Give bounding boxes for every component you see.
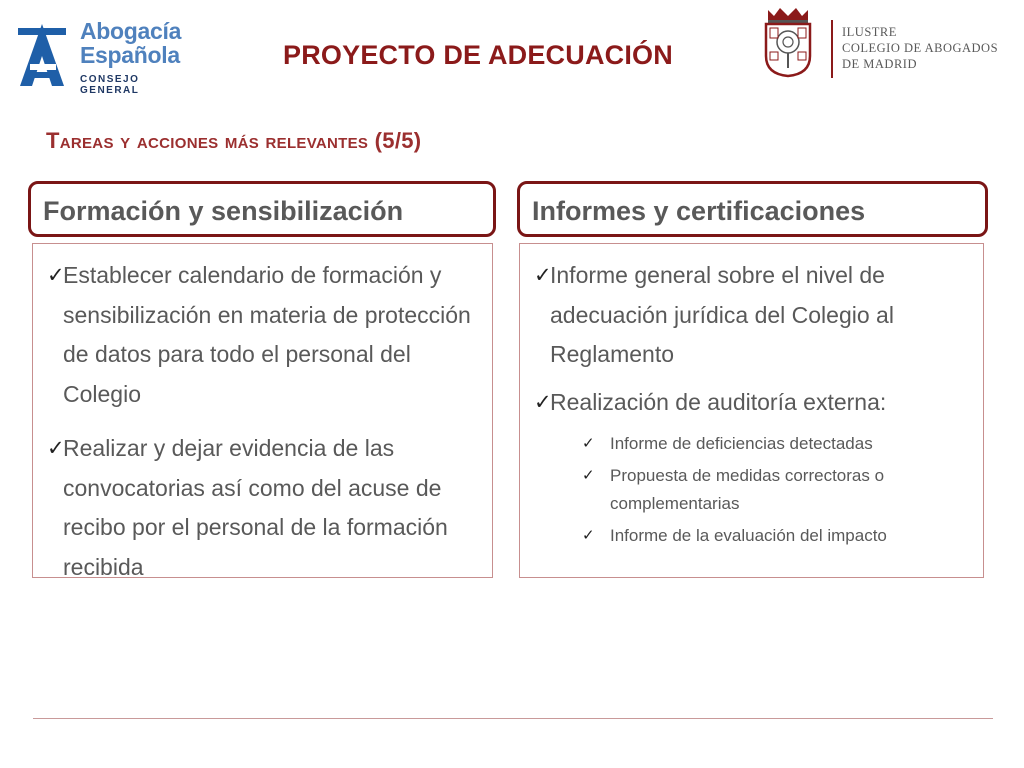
left-column-header: Formación y sensibilización (28, 181, 496, 237)
sub-list-item-text: Propuesta de medidas correctoras o complementarias (610, 466, 885, 513)
brand-right-line3: DE MADRID (842, 57, 917, 71)
check-icon: ✓ (534, 390, 552, 414)
page-title: PROYECTO DE ADECUACIÓN (283, 40, 673, 70)
check-icon: ✓ (47, 437, 65, 460)
list-item-text: Informe general sobre el nivel de adecuación jurídica del Colegio al Reglamento (550, 262, 894, 367)
abogacia-logo-icon (16, 22, 68, 88)
right-column-header: Informes y certificaciones (517, 181, 988, 237)
logo-divider (831, 20, 833, 78)
check-icon: ✓ (582, 435, 595, 452)
check-icon: ✓ (534, 264, 552, 287)
list-item (534, 383, 973, 423)
colegio-abogados-madrid-logo (758, 6, 1020, 78)
section-subtitle: Tareas y acciones más relevantes (5/5) (46, 128, 422, 153)
sub-list-item (534, 522, 973, 550)
brand-right-line1: ILUSTRE (842, 25, 897, 39)
brand-right-line2: COLEGIO DE ABOGADOS (842, 41, 999, 55)
list-item-text: Realización de auditoría externa: (550, 388, 887, 415)
sub-list-item (534, 430, 973, 458)
footer-divider (33, 718, 993, 719)
crest-icon (758, 6, 818, 78)
list-item (47, 256, 482, 414)
sub-list (534, 430, 973, 550)
sub-list-item (534, 462, 973, 518)
brand-left-line3: CONSEJO GENERAL (80, 74, 140, 96)
check-icon: ✓ (47, 264, 65, 287)
check-icon: ✓ (582, 527, 595, 544)
sub-list-item-text: Informe de deficiencias detectadas (610, 434, 873, 453)
brand-left-line1: Abogacía (80, 18, 182, 44)
list-item (47, 429, 482, 587)
list-item (534, 256, 973, 375)
list-item-text: Establecer calendario de formación y sensibilización en materia de protección de datos para todo el personal del Colegio (63, 262, 471, 407)
sub-list-item-text: Informe de la evaluación del impacto (610, 526, 887, 545)
right-column-body (519, 243, 984, 578)
check-icon: ✓ (582, 467, 595, 484)
brand-left-line2: Española (80, 42, 180, 68)
brand-right-text (842, 24, 998, 72)
left-column-body (32, 243, 493, 578)
abogacia-espanola-logo (16, 18, 196, 96)
list-item-text: Realizar y dejar evidencia de las convocatorias así como del acuse de recibo por el personal de la formación recibida (63, 435, 448, 580)
